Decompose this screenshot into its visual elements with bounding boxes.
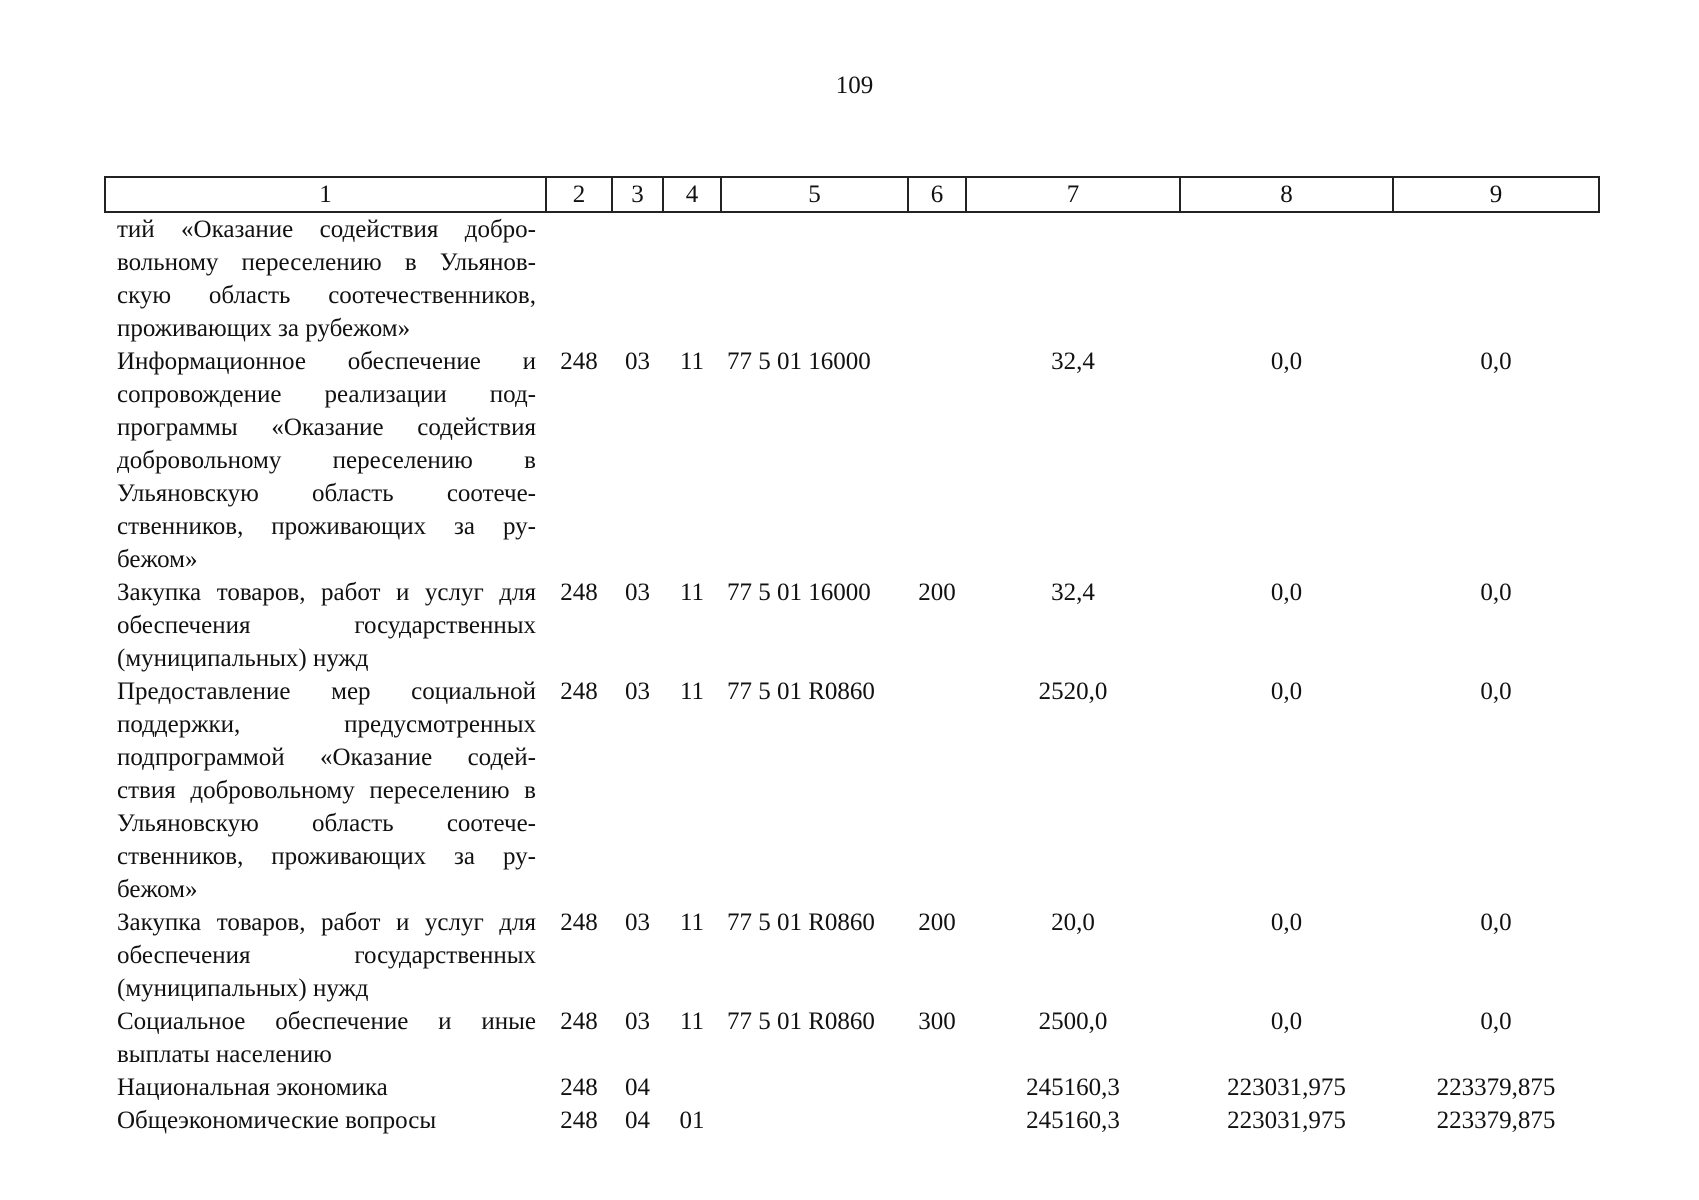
cell-admin-code: 248 [560, 579, 598, 606]
header-row [105, 177, 1599, 212]
cell-amount-9: 0,0 [1480, 1008, 1512, 1035]
table-row [105, 576, 1599, 675]
cell-section: 03 [625, 678, 650, 705]
cell-expense-type [908, 1071, 966, 1104]
cell-amount-9: 0,0 [1480, 348, 1512, 375]
cell-target-article: 77 5 01 R0860 [727, 1008, 875, 1035]
cell-expense-type: 300 [918, 1008, 956, 1035]
cell-subsection: 11 [679, 1008, 705, 1035]
page-number [0, 72, 1699, 100]
cell-admin-code [546, 212, 612, 345]
column-header-2: 2 [546, 177, 612, 212]
cell-amount-9: 223379,875 [1436, 1074, 1556, 1101]
cell-section [612, 212, 663, 345]
table-row [105, 1071, 1599, 1104]
cell-section: 04 [625, 1074, 650, 1101]
cell-expense-type: 200 [918, 909, 956, 936]
cell-amount-7: 2520,0 [1038, 678, 1108, 705]
cell-amount-7: 245160,3 [1026, 1107, 1120, 1134]
cell-amount-8 [1180, 212, 1393, 345]
cell-amount-8: 223031,975 [1227, 1107, 1346, 1134]
cell-admin-code: 248 [560, 1074, 598, 1101]
row-name: Общеэкономические вопросы [117, 1107, 437, 1134]
cell-subsection: 11 [679, 909, 705, 936]
cell-amount-8: 0,0 [1270, 1008, 1303, 1035]
cell-expense-type: 200 [918, 579, 956, 606]
column-header-9: 9 [1393, 177, 1599, 212]
table-row [105, 1104, 1599, 1137]
row-name: Социальное обеспечение и иные выплаты населению [117, 1008, 536, 1068]
cell-expense-type [908, 1104, 966, 1137]
cell-target-article [721, 1104, 908, 1137]
cell-target-article [721, 212, 908, 345]
cell-section: 03 [625, 348, 650, 375]
column-header-4: 4 [663, 177, 721, 212]
cell-subsection: 11 [679, 348, 705, 375]
cell-amount-7: 32,4 [1051, 348, 1095, 375]
table-header [105, 177, 1599, 212]
cell-amount-7: 2500,0 [1038, 1008, 1108, 1035]
cell-section: 03 [625, 579, 650, 606]
cell-admin-code: 248 [560, 909, 598, 936]
row-name: Информационное обеспечение и сопровождение реализации под-программы «Оказание содействия добровольному переселению в Ульяновскую область соотече-ственников, проживающих за ру-бежом» [117, 348, 536, 573]
cell-amount-7 [966, 212, 1180, 345]
table-row [105, 1005, 1599, 1071]
cell-admin-code: 248 [560, 678, 598, 705]
cell-target-article: 77 5 01 R0860 [727, 678, 875, 705]
cell-target-article: 77 5 01 R0860 [727, 909, 875, 936]
cell-amount-9: 223379,875 [1436, 1107, 1556, 1134]
table-body [105, 212, 1599, 1137]
cell-subsection: 11 [679, 579, 705, 606]
cell-amount-9 [1393, 212, 1599, 345]
cell-section: 04 [625, 1107, 650, 1134]
cell-admin-code: 248 [560, 348, 598, 375]
cell-amount-7: 245160,3 [1026, 1074, 1120, 1101]
cell-subsection: 11 [679, 678, 705, 705]
table-row [105, 675, 1599, 906]
cell-expense-type [908, 345, 966, 576]
cell-target-article: 77 5 01 16000 [727, 579, 871, 606]
column-header-1: 1 [105, 177, 546, 212]
column-header-6: 6 [908, 177, 966, 212]
page-number-text: 109 [835, 72, 874, 99]
cell-amount-8: 0,0 [1270, 579, 1303, 606]
cell-amount-9: 0,0 [1480, 909, 1512, 936]
cell-amount-8: 0,0 [1270, 909, 1303, 936]
cell-section: 03 [625, 909, 650, 936]
row-name: Закупка товаров, работ и услуг для обеспечения государственных (муниципальных) нужд [117, 579, 536, 672]
table-row [105, 345, 1599, 576]
cell-subsection [663, 212, 721, 345]
column-header-7: 7 [966, 177, 1180, 212]
cell-amount-9: 0,0 [1480, 579, 1512, 606]
column-header-3: 3 [612, 177, 663, 212]
cell-amount-7: 32,4 [1051, 579, 1095, 606]
cell-admin-code: 248 [560, 1008, 598, 1035]
cell-amount-7: 20,0 [1051, 909, 1095, 936]
column-header-5: 5 [721, 177, 908, 212]
cell-amount-8: 223031,975 [1227, 1074, 1346, 1101]
cell-amount-8: 0,0 [1270, 348, 1303, 375]
column-header-8: 8 [1180, 177, 1393, 212]
cell-target-article: 77 5 01 16000 [727, 348, 871, 375]
table-row [105, 906, 1599, 1005]
cell-subsection [663, 1071, 721, 1104]
table-row [105, 212, 1599, 345]
cell-amount-9: 0,0 [1480, 678, 1512, 705]
cell-admin-code: 248 [560, 1107, 598, 1134]
row-name: Закупка товаров, работ и услуг для обеспечения государственных (муниципальных) нужд [117, 909, 536, 1002]
row-name: Предоставление мер социальной поддержки, предусмотренных подпрограммой «Оказание содей-ствия добровольному переселению в Ульяновскую область соотече-ственников, проживающих за ру-бежом» [117, 678, 536, 903]
row-name: тий «Оказание содействия добро-вольному переселению в Ульянов-скую область соотечественников, проживающих за рубежом» [117, 216, 536, 342]
budget-table [104, 176, 1600, 1137]
row-name: Национальная экономика [117, 1074, 388, 1101]
cell-amount-8: 0,0 [1270, 678, 1303, 705]
cell-subsection: 01 [679, 1107, 705, 1134]
cell-target-article [721, 1071, 908, 1104]
cell-expense-type [908, 212, 966, 345]
cell-expense-type [908, 675, 966, 906]
cell-section: 03 [625, 1008, 650, 1035]
